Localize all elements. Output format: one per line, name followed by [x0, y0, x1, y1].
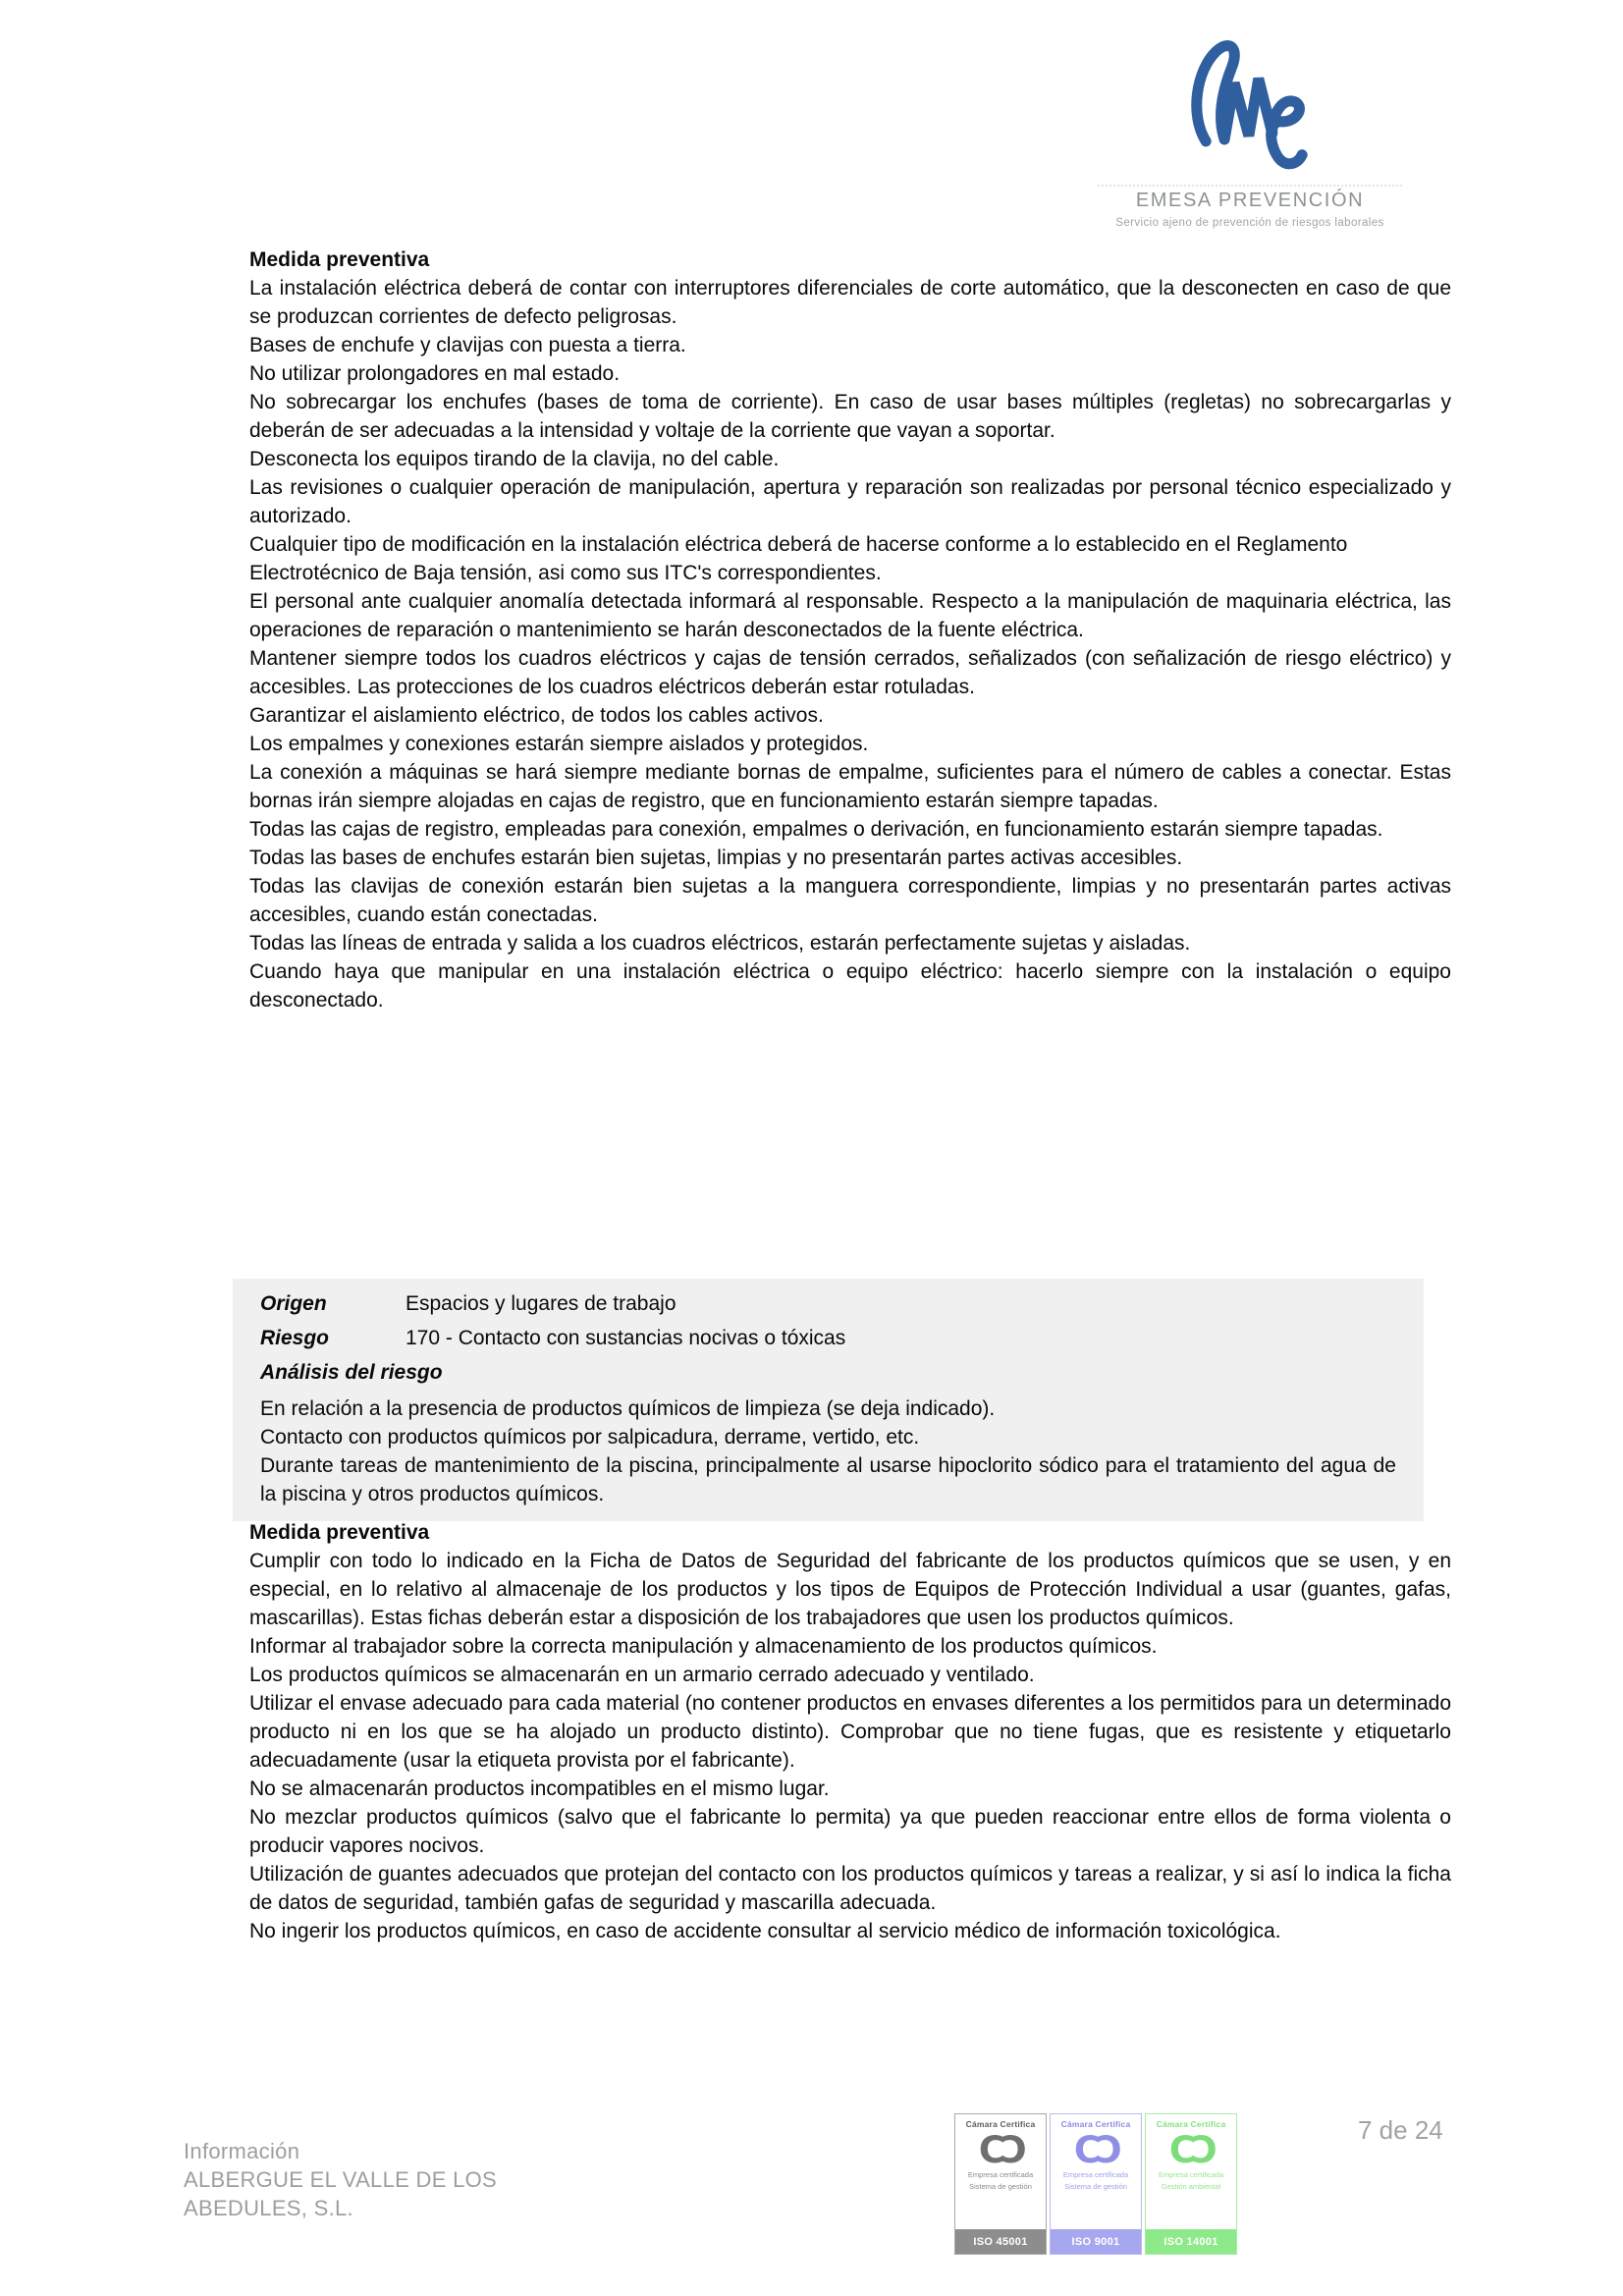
risk-analysis-paragraphs: [260, 1394, 1396, 1508]
paragraph: Informar al trabajador sobre la correcta manipulación y almacenamiento de los productos químicos.: [249, 1635, 1158, 1658]
paragraph: Mantener siempre todos los cuadros eléctricos y cajas de tensión cerrados, señalizados (con señalización de riesgo eléctrico) y accesibles. Las protecciones de los cuadros eléctricos deberán estar rotuladas.: [249, 647, 1451, 698]
company-logo: [1088, 35, 1412, 230]
risk-row: [260, 1324, 1396, 1352]
paragraph: No sobrecargar los enchufes (bases de toma de corriente). En caso de usar bases múltiples (regletas) no sobrecargarlas y deberán de ser adecuadas a la intensidad y voltaje de la corriente que vayan a soportar.: [249, 391, 1451, 442]
badge-line1: Empresa certificada: [967, 2170, 1034, 2179]
emesa-monogram-icon: [1176, 35, 1324, 183]
footer-company-info: [184, 2137, 497, 2222]
paragraph: Contacto con productos químicos por salpicadura, derrame, vertido, etc.: [260, 1426, 920, 1449]
paragraph: Bases de enchufe y clavijas con puesta a tierra.: [249, 334, 686, 356]
paragraph: Cualquier tipo de modificación en la instalación eléctrica deberá de hacerse conforme a lo establecido en el Reglamento: [249, 533, 1348, 556]
paragraph: Durante tareas de mantenimiento de la piscina, principalmente al usarse hipoclorito sódico para el tratamiento del agua de la piscina y otros productos químicos.: [260, 1454, 1396, 1505]
paragraph: Utilización de guantes adecuados que protejan del contacto con los productos químicos y tareas a realizar, y si así lo indica la ficha de datos de seguridad, también gafas de seguridad y mascarilla adecuada.: [249, 1863, 1451, 1914]
paragraph: La conexión a máquinas se hará siempre mediante bornas de empalme, suficientes para el número de cables a conectar. Estas bornas irán siempre alojadas en cajas de registro, que en funcionamiento estarán siempre tapadas.: [249, 761, 1451, 812]
camara-certifica-logo-icon: CƆ: [1073, 2129, 1118, 2171]
paragraph: En relación a la presencia de productos químicos de limpieza (se deja indicado).: [260, 1397, 996, 1420]
paragraph: Los empalmes y conexiones estarán siempre aislados y protegidos.: [249, 733, 869, 755]
section-heading: Medida preventiva: [249, 1521, 430, 1544]
section-paragraphs: [249, 1547, 1451, 1945]
paragraph: Los productos químicos se almacenarán en un armario cerrado adecuado y ventilado.: [249, 1664, 1035, 1686]
paragraph: Todas las líneas de entrada y salida a los cuadros eléctricos, estarán perfectamente sujetas y aisladas.: [249, 932, 1191, 955]
paragraph: Todas las cajas de registro, empleadas para conexión, empalmes o derivación, en funcionamiento estarán siempre tapadas.: [249, 818, 1383, 841]
section-paragraphs: [249, 274, 1451, 1014]
paragraph: El personal ante cualquier anomalía detectada informará al responsable. Respecto a la manipulación de maquinaria eléctrica, las operaciones de reparación o mantenimiento se harán desconectados de la fuente eléctrica.: [249, 590, 1451, 641]
origin-label: Origen: [260, 1292, 327, 1315]
paragraph: No mezclar productos químicos (salvo que el fabricante lo permita) ya que pueden reaccionar entre ellos de forma violenta o producir vapores nocivos.: [249, 1806, 1451, 1857]
paragraph: No se almacenarán productos incompatibles en el mismo lugar.: [249, 1777, 830, 1800]
risk-analysis-heading: Análisis del riesgo: [260, 1361, 443, 1384]
badge-header: Cámara Certifica: [965, 2119, 1036, 2129]
paragraph: Desconecta los equipos tirando de la clavija, no del cable.: [249, 448, 780, 470]
paragraph: Todas las clavijas de conexión estarán bien sujetas a la manguera correspondiente, limpias y no presentarán partes activas accesibles, cuando están conectadas.: [249, 875, 1451, 926]
company-name: EMESA PREVENCIÓN: [1135, 190, 1365, 211]
brand-divider: [1098, 185, 1402, 187]
certification-badge: [1050, 2113, 1142, 2255]
certification-badges: [954, 2113, 1237, 2255]
paragraph: Todas las bases de enchufes estarán bien sujetas, limpias y no presentarán partes activas accesibles.: [249, 847, 1183, 869]
footer-company-line1: ALBERGUE EL VALLE DE LOS: [184, 2167, 498, 2192]
badge-line2: Sistema de gestión: [969, 2182, 1032, 2191]
footer-company-line2: ABEDULES, S.L.: [184, 2196, 353, 2220]
paragraph: Electrotécnico de Baja tensión, asi como sus ITC's correspondientes.: [249, 562, 882, 584]
paragraph: La instalación eléctrica deberá de contar con interruptores diferenciales de corte automático, que la desconecten en caso de que se produzcan corrientes de defecto peligrosas.: [249, 277, 1451, 328]
badge-header: Cámara Certifica: [1060, 2119, 1131, 2129]
page-number: 7 de 24: [1358, 2115, 1443, 2145]
paragraph: No ingerir los productos químicos, en caso de accidente consultar al servicio médico de información toxicológica.: [249, 1920, 1281, 1942]
footer-info-label: Información: [184, 2139, 300, 2163]
origin-value: Espacios y lugares de trabajo: [406, 1292, 676, 1315]
origin-row: [260, 1289, 1396, 1318]
risk-label: Riesgo: [260, 1327, 330, 1349]
paragraph: No utilizar prolongadores en mal estado.: [249, 362, 621, 385]
preventive-measures-section-2: [249, 1518, 1451, 1945]
paragraph: Garantizar el aislamiento eléctrico, de todos los cables activos.: [249, 704, 824, 727]
badge-line2: Gestión ambiental: [1161, 2182, 1221, 2191]
badge-iso-label: ISO 45001: [955, 2229, 1046, 2254]
risk-summary-box: [233, 1279, 1424, 1521]
paragraph: Cuando haya que manipular en una instalación eléctrica o equipo eléctrico: hacerlo siempre con la instalación o equipo desconectado.: [249, 960, 1451, 1011]
risk-value: 170 - Contacto con sustancias nocivas o tóxicas: [406, 1327, 846, 1349]
badge-iso-label: ISO 14001: [1146, 2229, 1236, 2254]
badge-line1: Empresa certificada: [1062, 2170, 1129, 2179]
camara-certifica-logo-icon: CƆ: [1168, 2129, 1214, 2171]
certification-badge: [954, 2113, 1047, 2255]
paragraph: Las revisiones o cualquier operación de manipulación, apertura y reparación son realizadas por personal técnico especializado y autorizado.: [249, 476, 1451, 527]
paragraph: Cumplir con todo lo indicado en la Ficha de Datos de Seguridad del fabricante de los productos químicos que se usen, y en especial, en lo relativo al almacenaje de los productos y los tipos de Equipos de Protección Individual a usar (guantes, gafas, mascarillas). Estas fichas deberán estar a disposición de los trabajadores que usen los productos químicos.: [249, 1550, 1451, 1629]
badge-line2: Sistema de gestión: [1064, 2182, 1127, 2191]
badge-iso-label: ISO 9001: [1051, 2229, 1141, 2254]
preventive-measures-section-1: [249, 246, 1451, 1014]
section-heading: Medida preventiva: [249, 248, 430, 271]
company-tagline: Servicio ajeno de prevención de riesgos laborales: [1115, 217, 1384, 229]
paragraph: Utilizar el envase adecuado para cada material (no contener productos en envases diferentes a los permitidos para un determinado producto ni en los que se ha alojado un producto distinto). Comprobar que no tiene fugas, que es resistente y etiquetarlo adecuadamente (usar la etiqueta provista por el fabricante).: [249, 1692, 1451, 1772]
badge-line1: Empresa certificada: [1158, 2170, 1224, 2179]
camara-certifica-logo-icon: CƆ: [978, 2129, 1023, 2171]
certification-badge: [1145, 2113, 1237, 2255]
badge-header: Cámara Certifica: [1156, 2119, 1226, 2129]
